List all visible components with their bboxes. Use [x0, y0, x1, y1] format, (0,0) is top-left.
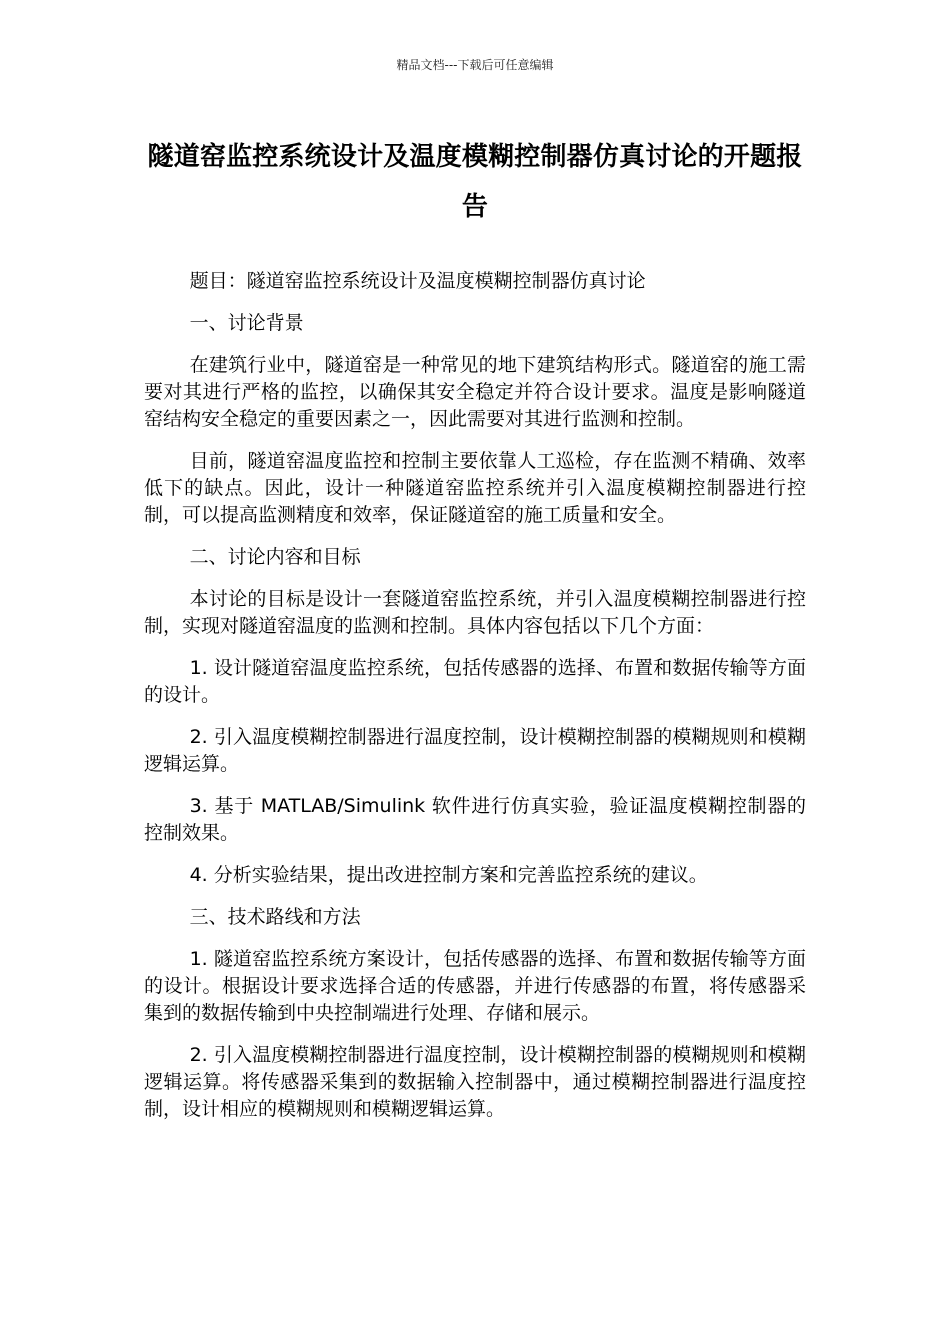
page-header-note: 精品文档---下载后可任意编辑: [396, 58, 554, 72]
goal-item-2: 2. 引入温度模糊控制器进行温度控制，设计模糊控制器的模糊规则和模糊逻辑运算。: [144, 726, 806, 775]
section-heading-method: 三、技术路线和方法: [189, 906, 361, 928]
section-heading-background: 一、讨论背景: [189, 312, 304, 334]
method-item-1: 1. 隧道窑监控系统方案设计，包括传感器的选择、布置和数据传输等方面的设计。根据设计要求选择合适的传感器，并进行传感器的布置，将传感器采集到的数据传输到中央控制端进行处理、存储和展示。: [144, 948, 806, 1024]
document-title: 隧道窑监控系统设计及温度模糊控制器仿真讨论的开题报告: [147, 142, 803, 222]
goal-item-3: 3. 基于 MATLAB/Simulink 软件进行仿真实验，验证温度模糊控制器的控制效果。: [144, 795, 806, 844]
topic-line: 题目：隧道窑监控系统设计及温度模糊控制器仿真讨论: [189, 270, 646, 292]
goals-intro-paragraph: 本讨论的目标是设计一套隧道窑监控系统，并引入温度模糊控制器进行控制，实现对隧道窑温度的监测和控制。具体内容包括以下几个方面：: [144, 588, 806, 637]
goal-item-1: 1. 设计隧道窑温度监控系统，包括传感器的选择、布置和数据传输等方面的设计。: [144, 657, 806, 706]
method-item-2: 2. 引入温度模糊控制器进行温度控制，设计模糊控制器的模糊规则和模糊逻辑运算。将传感器采集到的数据输入控制器中，通过模糊控制器进行温度控制，设计相应的模糊规则和模糊逻辑运算。: [144, 1044, 806, 1120]
document-body: [144, 268, 806, 1138]
goal-item-4: 4. 分析实验结果，提出改进控制方案和完善监控系统的建议。: [189, 864, 708, 886]
background-paragraph-1: 在建筑行业中，隧道窑是一种常见的地下建筑结构形式。隧道窑的施工需要对其进行严格的监控，以确保其安全稳定并符合设计要求。温度是影响隧道窑结构安全稳定的重要因素之一，因此需要对其进行监测和控制。: [144, 354, 806, 430]
background-paragraph-2: 目前，隧道窑温度监控和控制主要依靠人工巡检，存在监测不精确、效率低下的缺点。因此，设计一种隧道窑监控系统并引入温度模糊控制器进行控制，可以提高监测精度和效率，保证隧道窑的施工质量和安全。: [144, 450, 806, 526]
section-heading-content-goals: 二、讨论内容和目标: [189, 546, 361, 568]
